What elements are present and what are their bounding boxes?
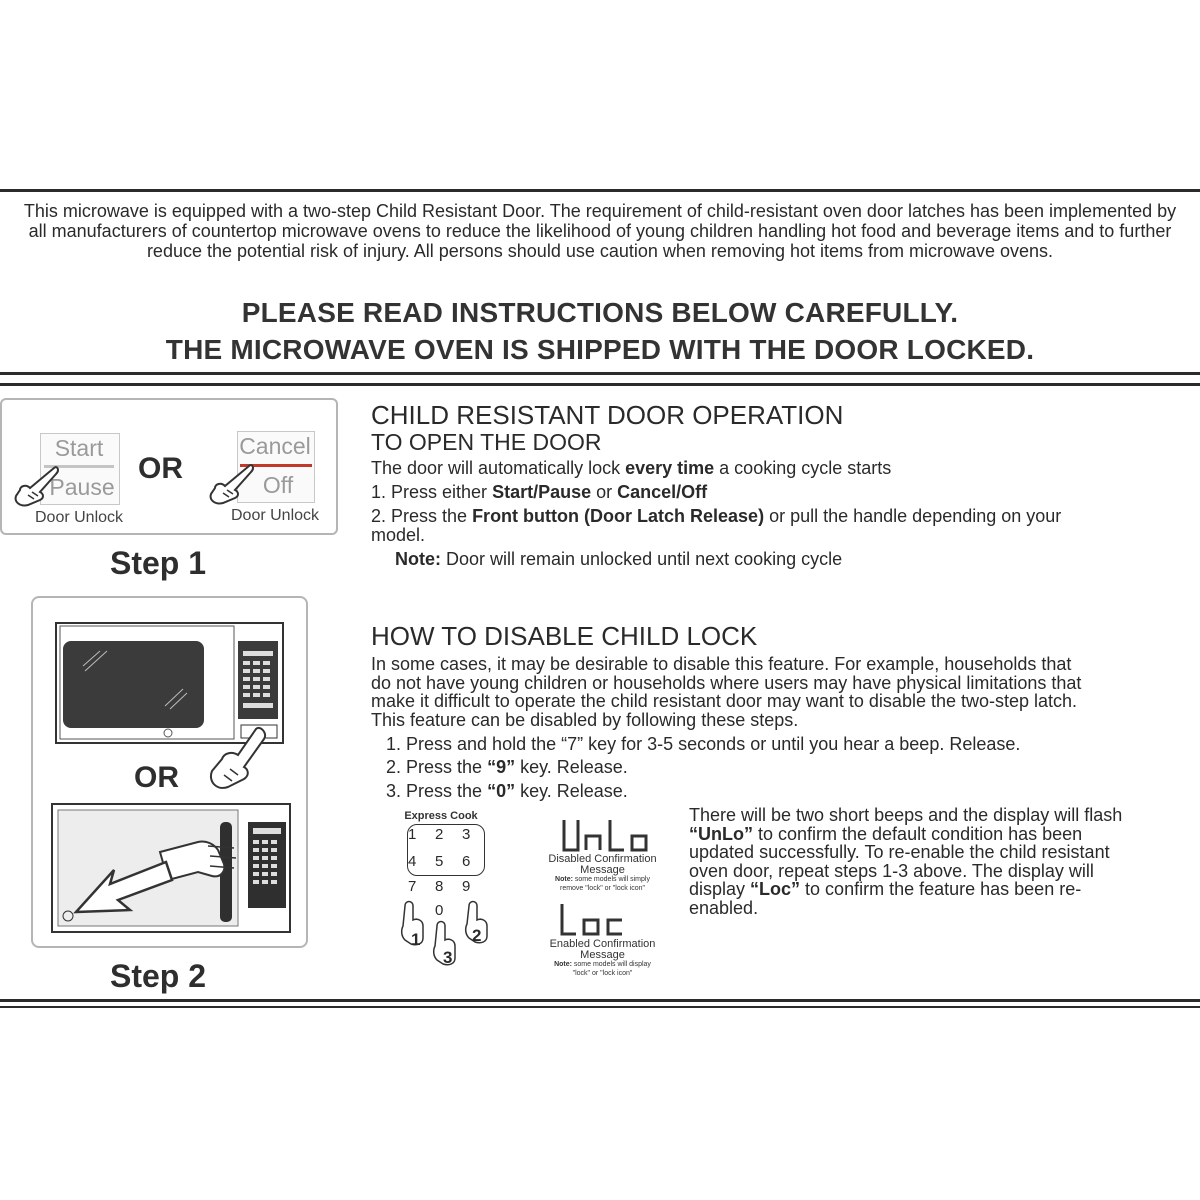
keypad-key: 3 (462, 826, 471, 843)
middle-rule-lower (0, 383, 1200, 386)
keypad-title: Express Cook (404, 810, 478, 822)
open-line-1: The door will automatically lock every time a cooking cycle starts (371, 458, 892, 478)
finger-number: 2 (472, 926, 482, 945)
confirm-line-6: enabled. (689, 898, 759, 918)
cancel-key-label: Cancel (239, 433, 311, 459)
pause-key-label: Pause (49, 474, 115, 500)
loc-caption-2: Message (580, 949, 625, 961)
loc-display-icon (558, 902, 628, 938)
keypad-key: 4 (408, 853, 417, 870)
section-title-operation: CHILD RESISTANT DOOR OPERATION (371, 400, 844, 430)
start-key-label: Start (54, 435, 104, 461)
open-line-3: 2. Press the Front button (Door Latch Release) or pull the handle depending on your (371, 506, 1062, 526)
bottom-rule-lower (0, 1006, 1200, 1008)
step2-or-label: OR (134, 761, 179, 794)
bottom-rule-upper (0, 999, 1200, 1002)
over-the-range-microwave-icon (48, 800, 298, 938)
finger-number: 3 (443, 948, 453, 967)
door-unlock-caption-2: Door Unlock (230, 507, 320, 524)
section-subtitle-open: TO OPEN THE DOOR (371, 429, 602, 455)
intro-paragraph: This microwave is equipped with a two-step Child Resistant Door. The requirement of child-resistant oven door latches has been implemented by all manufacturers of countertop microwave ovens to reduce the likelihood of young children handling hot food and beverage items and to further reduce the potential risk of injury. All persons should use caution when removing hot items from microwave ovens. (23, 201, 1177, 261)
open-note: Note: Door will remain unlocked until next cooking cycle (395, 549, 843, 569)
confirm-line-4: oven door, repeat steps 1-3 above. The display will (689, 861, 1094, 881)
pointing-hand-icon (204, 725, 268, 793)
warning-line-2: THE MICROWAVE OVEN IS SHIPPED WITH THE DOOR LOCKED. (165, 334, 1035, 365)
disable-para-1: In some cases, it may be desirable to disable this feature. For example, households that (371, 654, 1072, 674)
unlo-caption-2: Message (580, 864, 625, 876)
unlo-caption-1: Disabled Confirmation (548, 853, 657, 865)
disable-para-3: make it difficult to operate the child resistant door may want to disable the two-step latch. (371, 691, 1078, 711)
open-line-2: 1. Press either Start/Pause or Cancel/Off (371, 482, 708, 502)
warning-line-1: PLEASE READ INSTRUCTIONS BELOW CAREFULLY. (241, 297, 959, 328)
unlo-note-1: Note: some models will simply (555, 876, 650, 883)
off-key-label: Off (262, 472, 294, 498)
step1-label: Step 1 (110, 545, 207, 581)
open-line-3b: model. (371, 525, 426, 545)
keypad-key: 5 (435, 853, 444, 870)
keypad-key: 2 (435, 826, 444, 843)
confirm-line-2: “UnLo” to confirm the default condition has been (689, 824, 1083, 844)
keypad-illustration (395, 808, 495, 973)
door-unlock-caption-1: Door Unlock (34, 509, 124, 526)
keypad-key: 7 (408, 878, 417, 895)
disable-step-2: 2. Press the “9” key. Release. (386, 757, 628, 777)
loc-note-2: "lock" or "lock icon" (572, 970, 633, 977)
disable-step-3: 3. Press the “0” key. Release. (386, 781, 628, 801)
keypad-key: 0 (435, 902, 444, 919)
top-rule (0, 189, 1200, 192)
loc-note-1: Note: some models will display (554, 961, 651, 968)
middle-rule-upper (0, 372, 1200, 375)
step1-or-label: OR (138, 452, 183, 485)
unlo-display-icon (560, 818, 652, 854)
confirm-line-3: updated successfully. To re-enable the child resistant (689, 842, 1110, 862)
step2-label: Step 2 (110, 958, 207, 994)
loc-caption-1: Enabled Confirmation (549, 938, 656, 950)
pointing-hand-icon (205, 460, 255, 506)
confirm-line-1: There will be two short beeps and the display will flash (689, 805, 1123, 825)
section-title-disable: HOW TO DISABLE CHILD LOCK (371, 621, 758, 651)
pointing-hand-icon (10, 462, 60, 508)
keypad-group-bracket (407, 824, 485, 876)
disable-para-2: do not have young children or households where users may have physical limitations that (371, 673, 1082, 693)
finger-number: 1 (411, 930, 421, 949)
disable-para-4: This feature can be disabled by following these steps. (371, 710, 799, 730)
keypad-key: 8 (435, 878, 444, 895)
keypad-key: 1 (408, 826, 417, 843)
keypad-key: 9 (462, 878, 471, 895)
unlo-note-2: remove "lock" or "lock icon" (559, 885, 646, 892)
confirm-line-5: display “Loc” to confirm the feature has been re- (689, 879, 1082, 899)
keypad-key: 6 (462, 853, 471, 870)
disable-step-1: 1. Press and hold the “7” key for 3-5 seconds or until you hear a beep. Release. (386, 734, 1021, 754)
